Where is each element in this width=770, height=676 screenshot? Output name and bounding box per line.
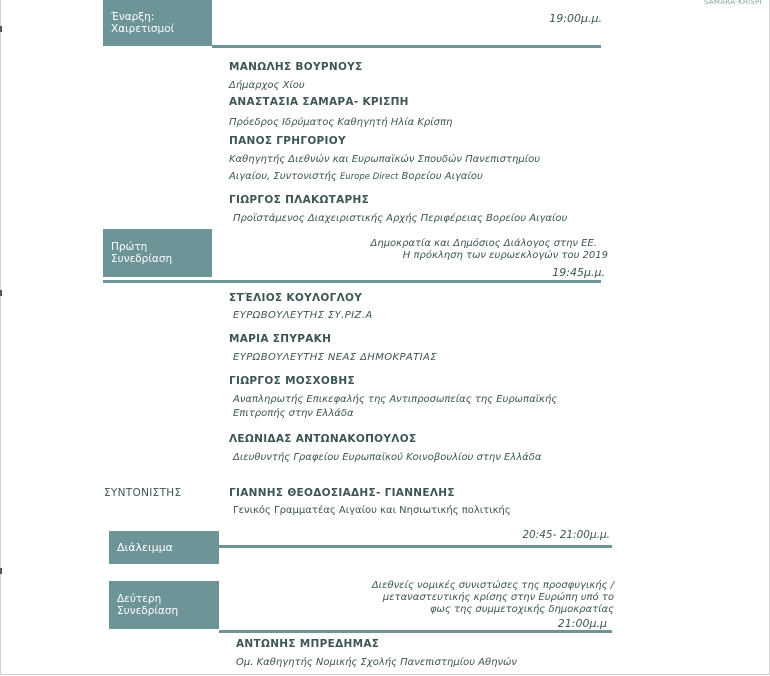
moderator-role: Γενικός Γραμματέας Αιγαίου και Νησιωτικής πολιτικής [233, 505, 511, 516]
opening-time: 19:00μ.μ. [549, 12, 602, 25]
edge-mark [0, 568, 2, 574]
speaker-name: ΑΝΤΩΝΗΣ ΜΠΡΕΔΗΜΑΣ [236, 638, 380, 650]
speaker-name: ΛΕΩΝΙΔΑΣ ΑΝΤΩΝΑΚΟΠΟΥΛΟΣ [229, 433, 417, 445]
speaker-role: Προϊστάμενος Διαχειριστικής Αρχής Περιφέρειας Βορείου Αιγαίου [233, 213, 568, 224]
opening-label-line1: Έναρξη: [111, 11, 155, 23]
speaker-role: ΕΥΡΩΒΟΥΛΕΥΤΗΣ ΝΕΑΣ ΔΗΜΟΚΡΑΤΙΑΣ [233, 352, 437, 363]
speaker-role: Δήμαρχος Χίου [229, 80, 305, 91]
speaker-role: ΕΥΡΩΒΟΥΛΕΥΤΗΣ ΣΥ.ΡΙΖ.Α [233, 310, 373, 321]
speaker-name: ΣΤΈΛΙΟΣ ΚΟΥΛΟΓΛΟΥ [229, 292, 363, 304]
session2-label-box [109, 581, 219, 629]
session2-time: 21:00μ.μ [557, 617, 607, 630]
break-time: 20:45- 21:00μ.μ. [522, 529, 610, 541]
session1-topic-line1: Δημοκρατία και Δημόσιος Διάλογος στην ΕΕ. [370, 238, 597, 249]
corner-text: SAMARA-KRISPI [703, 0, 762, 6]
session1-label-line2: Συνεδρίαση [111, 253, 173, 265]
speaker-name: ΠΑΝΟΣ ΓΡΗΓΟΡΙΟΥ [229, 135, 346, 147]
break-label-box [109, 531, 219, 564]
break-label: Διάλειμμα [117, 540, 173, 554]
session1-label-box [103, 229, 212, 277]
moderator-label: ΣΥΝΤΟΝΙΣΤΗΣ [104, 487, 182, 499]
edge-mark [0, 290, 2, 296]
speaker-role-line1: Αναπληρωτής Επικεφαλής της Αντιπροσωπείας της Ευρωπαϊκής [233, 394, 558, 405]
speaker-role-part: Europe Direct [339, 172, 399, 182]
moderator-name: ΓΙΑΝΝΗΣ ΘΕΟΔΟΣΙΑΔΗΣ- ΓΙΑΝΝΕΛΗΣ [229, 487, 455, 499]
speaker-name: ΜΑΡΙΑ ΣΠΥΡΑΚΗ [229, 333, 332, 345]
session2-topic-line3: φως της συμμετοχικής δημοκρατίας [429, 604, 614, 615]
speaker-role: Ομ. Καθηγητής Νομικής Σχολής Πανεπιστημίου Αθηνών [236, 657, 518, 668]
opening-rule [212, 45, 601, 48]
speaker-name: ΜΑΝΩΛΗΣ ΒΟΥΡΝΟΥΣ [229, 61, 363, 73]
speaker-name: ΓΙΩΡΓΟΣ ΠΛΑΚΩΤΑΡΗΣ [229, 194, 370, 206]
break-rule [219, 545, 612, 548]
opening-label-box [103, 0, 212, 46]
opening-label-line2: Χαιρετισμοί [111, 23, 175, 35]
session1-topic-line2: Η πρόκληση των ευρωεκλογών του 2019 [402, 250, 608, 261]
session2-label-line1: Δεύτερη [117, 593, 162, 605]
session2-topic-line2: μεταναστευτικής κρίσης στην Ευρώπη υπό το [382, 592, 614, 603]
edge-mark [0, 26, 2, 32]
speaker-role: Πρόεδρος Ιδρύματος Καθηγητή Ηλία Κρίσπη [229, 117, 453, 128]
session2-rule [219, 630, 612, 633]
speaker-role-part: Βορείου Αιγαίου [398, 171, 483, 182]
speaker-name: ΓΙΩΡΓΟΣ ΜΟΣΧΟΒΗΣ [229, 375, 355, 387]
speaker-role-line2 [229, 171, 483, 182]
speaker-role: Διευθυντής Γραφείου Ευρωπαϊκού Κοινοβουλίου στην Ελλάδα [233, 452, 542, 463]
session2-label-line2: Συνεδρίαση [117, 605, 179, 617]
speaker-role-line1: Καθηγητής Διεθνών και Ευρωπαϊκών Σπουδών Πανεπιστημίου [229, 154, 540, 165]
session1-time: 19:45μ.μ. [552, 266, 605, 279]
speaker-role-line2: Επιτροπής στην Ελλάδα [233, 408, 354, 419]
session1-rule [103, 280, 601, 283]
session2-topic-line1: Διεθνείς νομικές συνιστώσες της προσφυγικής / [371, 580, 614, 591]
speaker-name: ΑΝΑΣΤΑΣΙΑ ΣΑΜΑΡΑ- ΚΡΙΣΠΗ [229, 96, 409, 108]
speaker-role-part: Αιγαίου, Συντονιστής [229, 171, 340, 182]
session1-label-line1: Πρώτη [111, 241, 148, 253]
